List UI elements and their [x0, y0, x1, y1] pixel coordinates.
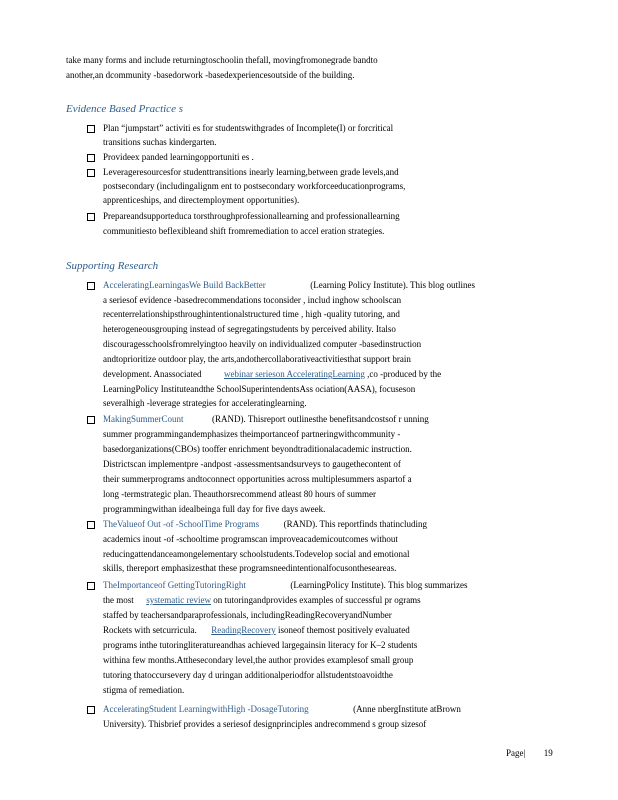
research-item-4-line-4 — [103, 625, 410, 636]
evidence-item-1-line-1: Plan “jumpstart” activiti es for studentswithgrades of Incomplete(I) or forcritical — [103, 123, 394, 133]
research-item-2-title-link[interactable]: MakingSummerCount — [103, 414, 184, 424]
research-item-1-line-5: discouragesschoolsfromrelyingtoo heavily on individualized computer -basedinstruction — [103, 339, 422, 349]
research-item-5-first-line — [103, 704, 461, 715]
research-item-1-line-7-text: development. Anassociated — [103, 369, 202, 379]
bullet-icon — [87, 704, 95, 712]
research-item-1-line-7-tail: ,co -produced by the — [367, 369, 442, 379]
research-item-3-title-link[interactable]: TheValueof Out -of -SchoolTime Programs — [103, 519, 260, 529]
research-item-4-line-2-tail: on tutoringandprovides examples of successful pr ograms — [213, 595, 421, 605]
research-item-3-line-4: skills, thereport emphasizesthat these programsneedintentionalfocusontheseareas. — [103, 563, 397, 573]
research-item-4-line-4-text: Rockets with setcurricula. — [103, 625, 197, 635]
evidence-item-3-line-1: Leverageresourcesfor studenttransitions inearly learning,between grade levels,and — [103, 167, 399, 177]
research-item-4-line-8: stigma of remediation. — [103, 685, 185, 695]
evidence-item-4-line-1: Prepareandsupporteduca torsthroughprofessionallearning and professionallearning — [103, 211, 400, 221]
bullet-icon — [87, 123, 95, 131]
systematic-review-link[interactable]: systematic review — [146, 595, 211, 605]
bullet-icon — [87, 519, 95, 527]
research-item-1-line-8: LearningPolicy Instituteandthe SchoolSuperintendentsAss ociation(AASA), focuseson — [103, 384, 416, 394]
research-item-5-line-1: (Anne nbergInstitute atBrown — [353, 704, 461, 714]
section-heading-research: Supporting Research — [66, 260, 159, 272]
bullet-icon — [87, 414, 95, 422]
research-item-4-line-7: tutoring thatoccursevery day d uringan additionalperiodfor allstudentstoavoidthe — [103, 670, 393, 680]
page-label: Page| — [506, 748, 526, 758]
research-item-2-line-6: long -termstrategic plan. Theauthorsrecommend atleast 80 hours of summer — [103, 489, 377, 499]
research-item-1-line-2: a seriesof evidence -basedrecommendations toconsider , includ inghow schoolscan — [103, 295, 402, 305]
bullet-icon — [87, 152, 95, 160]
research-item-1-line-3: recenterrelationshipsthroughintentionalstructured time , high -quality tutoring, and — [103, 309, 400, 319]
research-item-1-line-4: heterogeneousgrouping instead of segregatingstudents by perceived ability. Italso — [103, 324, 396, 334]
section-heading-evidence: Evidence Based Practice s — [66, 103, 183, 115]
evidence-item-2-line-1: Provideex panded learningopportuniti es . — [103, 152, 254, 162]
research-item-4-line-2-text: the most — [103, 595, 134, 605]
research-item-2-line-7: programmingwithan idealbeinga full day for five days aweek. — [103, 504, 326, 514]
research-item-2-first-line — [103, 414, 429, 425]
research-item-1-line-6: andtoprioritize outdoor play, the arts,andothercollaborativeactivitiesthat support brain — [103, 354, 411, 364]
evidence-item-1-line-2: transitions suchas kindergarten. — [103, 137, 217, 147]
research-item-1-title-link[interactable]: AcceleratingLearningasWe Build BackBetter — [103, 280, 266, 290]
evidence-item-4-line-2: communitiesto beflexibleand shift fromremediation to accel eration strategies. — [103, 226, 385, 236]
bullet-icon — [87, 211, 95, 219]
research-item-5-title-link[interactable]: AcceleratingStudent LearningwithHigh -DosageTutoring — [103, 704, 309, 714]
webinar-series-link[interactable]: webinar serieson AcceleratingLearning — [223, 369, 365, 379]
research-item-1-line-7 — [103, 369, 441, 380]
research-item-1-line-9: severalhigh -leverage strategies for acceleratinglearning. — [103, 398, 307, 408]
evidence-item-3-line-3: apprenticeships, and directemployment opportunities). — [103, 195, 300, 205]
page-footer — [506, 748, 553, 758]
page-number: 19 — [543, 748, 553, 758]
research-item-1-first-line — [103, 280, 475, 291]
research-item-2-line-5: their summerprograms andtoconnect opportunities across multiplesummers aspartof a — [103, 474, 412, 484]
research-item-4-line-6: withina few months.Atthesecondary level,the author provides examplesof small group — [103, 655, 414, 665]
research-item-4-line-4-tail: isoneof themost positively evaluated — [277, 625, 410, 635]
research-item-3-line-1: (RAND). This reportfinds thatincluding — [283, 519, 427, 529]
evidence-item-3-line-2: postsecondary (includingalignm ent to postsecondary workforceeducationprograms, — [103, 181, 406, 191]
research-item-4-line-1: (LearningPolicy Institute). This blog summarizes — [290, 580, 468, 590]
bullet-icon — [87, 580, 95, 588]
research-item-4-line-2 — [103, 595, 421, 606]
research-item-1-line-1: (Learning Policy Institute). This blog outlines — [310, 280, 476, 290]
research-item-4-line-3: staffed by teachersandparaprofessionals, includingReadingRecoveryandNumber — [103, 610, 392, 620]
research-item-2-line-2: summer programmingandemphasizes theimportanceof partneringwithcommunity - — [103, 429, 401, 439]
research-item-3-first-line — [103, 519, 427, 530]
research-item-5-line-2: University). Thisbrief provides a seriesof designprinciples andrecommend s group sizesof — [103, 719, 427, 729]
intro-line-1: take many forms and include returningtoschoolin thefall, movingfromonegrade bandto — [66, 55, 378, 65]
research-item-2-line-4: Districtscan implementpre -andpost -assessmentsandsurveys to gaugethecontent of — [103, 459, 401, 469]
research-item-2-line-3: basedorganizations(CBOs) tooffer enrichment beyondtraditionalacademic instruction. — [103, 444, 412, 454]
research-item-4-line-5: programs inthe tutoringliteratureandhas achieved largegainsin literacy for K–2 students — [103, 640, 418, 650]
bullet-icon — [87, 280, 95, 288]
research-item-3-line-3: reducingattendanceamongelementary schoolstudents.Todevelop social and emotional — [103, 549, 410, 559]
research-item-4-first-line — [103, 580, 467, 591]
research-item-3-line-2: academics inout -of -schooltime programscan improveacademicoutcomes without — [103, 534, 398, 544]
intro-line-2: another,an dcommunity -basedorwork -basedexperiencesoutside of the building. — [66, 70, 355, 80]
research-item-2-line-1: (RAND). Thisreport outlinesthe benefitsandcostsof r unning — [212, 414, 429, 424]
reading-recovery-link[interactable]: ReadingRecovery — [211, 625, 276, 635]
research-item-4-title-link[interactable]: TheImportanceof GettingTutoringRight — [103, 580, 246, 590]
bullet-icon — [87, 167, 95, 175]
